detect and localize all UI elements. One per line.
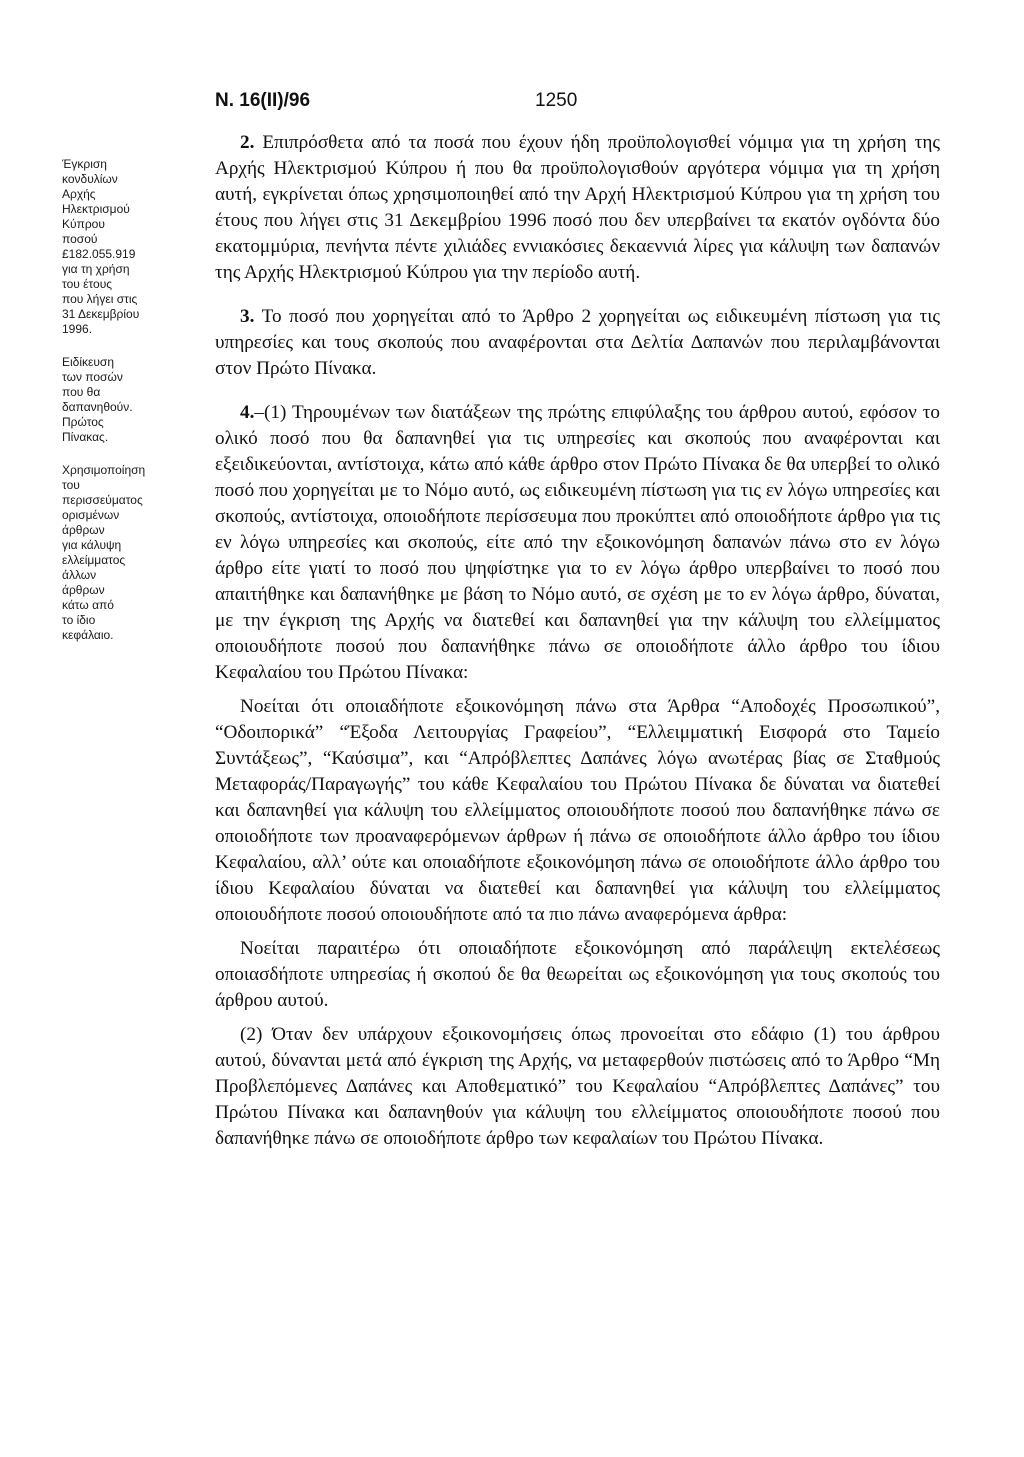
subsection-2: (2) Όταν δεν υπάρχουν εξοικονομήσεις όπως προνοείται στο εδάφιο (1) του άρθρου αυτού, δύνανται μετά από έγκριση της Αρχής, να μεταφερθούν πιστώσεις από το Άρθρο “Μη Προβλεπόμενες Δαπάνες και Αποθεματικό” του Κεφαλαίου “Απρόβλεπτες Δαπάνες” του Πρώτου Πίνακα και δαπανηθούν για κάλυψη του ελλείμματος οποιουδήποτε ποσού που δαπανήθηκε πάνω σε οποιοδήποτε άρθρο των κεφαλαίων του Πρώτου Πίνακα. xyxy=(215,1024,940,1149)
page-number: 1250 xyxy=(535,90,578,111)
margin-note-surplus: Χρησιμοποίηση του περισσεύματος ορισμένων άρθρων για κάλυψη ελλείμματος άλλων άρθρων κάτω από το ίδιο κεφάλαιο. xyxy=(62,463,146,642)
section-2 xyxy=(215,130,940,286)
margin-note-approval: Έγκριση κονδυλίων Αρχής Ηλεκτρισμού Κύπρου ποσού £182.055.919 για τη χρήση του έτους που λήγει στις 31 Δεκεμβρίου 1996. xyxy=(62,157,140,336)
section-number: 3. xyxy=(240,306,255,327)
proviso-1: Νοείται ότι οποιαδήποτε εξοικονόμηση πάνω στα Άρθρα “Αποδοχές Προσωπικού”, “Οδοιπορικά” “Έξοδα Λειτουργίας Γραφείου”, “Ελλειμματική Εισφορά στο Ταμείο Συντάξεως”, “Καύσιμα”, και “Απρόβλεπτες Δαπάνες λόγω ανωτέρας βίας σε Σταθμούς Μεταφοράς/Παραγωγής” του κάθε Κεφαλαίου του Πρώτου Πίνακα δε δύναται να διατεθεί και δαπανηθεί για κάλυψη του ελλείμματος οποιουδήποτε ποσού που δαπανήθηκε πάνω σε οποιοδήποτε των προαναφερόμενων άρθρων ή πάνω σε οποιοδήποτε άλλο άρθρο του ίδιου Κεφαλαίου, αλλ’ ούτε και οποιαδήποτε εξοικονόμηση πάνω σε οποιοδήποτε άλλο άρθρο του ίδιου Κεφαλαίου δύναται να διατεθεί και δαπανηθεί για κάλυψη του ελλείμματος οποιουδήποτε ποσού οποιουδήποτε από τα πιο πάνω αναφερόμενα άρθρα: xyxy=(215,696,940,925)
proviso-2: Νοείται παραιτέρω ότι οποιαδήποτε εξοικονόμηση από παράλειψη εκτελέσεως οποιασδήποτε υπηρεσίας ή σκοπού δε θα θεωρείται ως εξοικονόμηση για τους σκοπούς του άρθρου αυτού. xyxy=(215,938,940,1011)
section-3 xyxy=(215,304,940,382)
main-text xyxy=(215,130,940,1170)
page-header xyxy=(215,90,975,120)
law-number: Ν. 16(ΙΙ)/96 xyxy=(215,90,311,111)
section-text: Το ποσό που χορηγείται από το Άρθρο 2 χορηγείται ως ειδικευμένη πίστωση για τις υπηρεσίες και τους σκοπούς που αναφέρονται στα Δελτία Δαπανών που περιλαμβάνονται στον Πρώτο Πίνακα. xyxy=(215,306,940,379)
section-4 xyxy=(215,400,940,686)
section-number: 4. xyxy=(240,402,255,423)
margin-notes xyxy=(62,157,212,661)
section-number: 2. xyxy=(240,132,255,153)
margin-note-specification: Ειδίκευση των ποσών που θα δαπανηθούν. Πρώτος Πίνακας. xyxy=(62,355,133,444)
section-text: Επιπρόσθετα από τα ποσά που έχουν ήδη προϋπολογισθεί νόμιμα για τη χρήση της Αρχής Ηλεκτρισμού Κύπρου ή που θα προϋπολογισθούν αργότερα νόμιμα για τη χρήση αυτή, εγκρίνεται όπως χρησιμοποιηθεί από την Αρχή Ηλεκτρισμού Κύπρου για τη χρήση του έτους που λήγει στις 31 Δεκεμβρίου 1996 ποσό που δεν υπερβαίνει τα εκατόν ογδόντα δύο εκατομμύρια, πενήντα πέντε χιλιάδες εννιακόσιες δεκαεννιά λίρες για κάλυψη των δαπανών της Αρχής Ηλεκτρισμού Κύπρου για την περίοδο αυτή. xyxy=(215,132,941,283)
section-text: –(1) Τηρουμένων των διατάξεων της πρώτης επιφύλαξης του άρθρου αυτού, εφόσον το ολικό ποσό που θα δαπανηθεί για τις υπηρεσίες και σκοπούς που αναφέρονται και εξειδικεύονται, αντίστοιχα, κάτω από κάθε άρθρο στον Πρώτο Πίνακα δε θα υπερβεί το ολικό ποσό που χορηγείται με το Νόμο αυτό, ως ειδικευμένη πίστωση για τις εν λόγω υπηρεσίες και σκοπούς, αντίστοιχα, οποιοδήποτε περίσσευμα που προκύπτει από οποιοδήποτε άρθρο για τις εν λόγω υπηρεσίες και σκοπούς, είτε από την εξοικονόμηση δαπανών πάνω στο εν λόγω άρθρο είτε γιατί το ποσό που ψηφίστηκε για το εν λόγω άρθρο υπερβαίνει το ποσό που απαιτήθηκε και δαπανήθηκε με βάση το Νόμο αυτό, σε σχέση με το εν λόγω άρθρο, δύναται, με την έγκριση της Αρχής να διατεθεί και δαπανηθεί για την κάλυψη του ελλείμματος οποιουδήποτε ποσού που δαπανήθηκε πάνω σε οποιοδήποτε άλλο άρθρο του ίδιου Κεφαλαίου του Πρώτου Πίνακα: xyxy=(215,402,940,683)
